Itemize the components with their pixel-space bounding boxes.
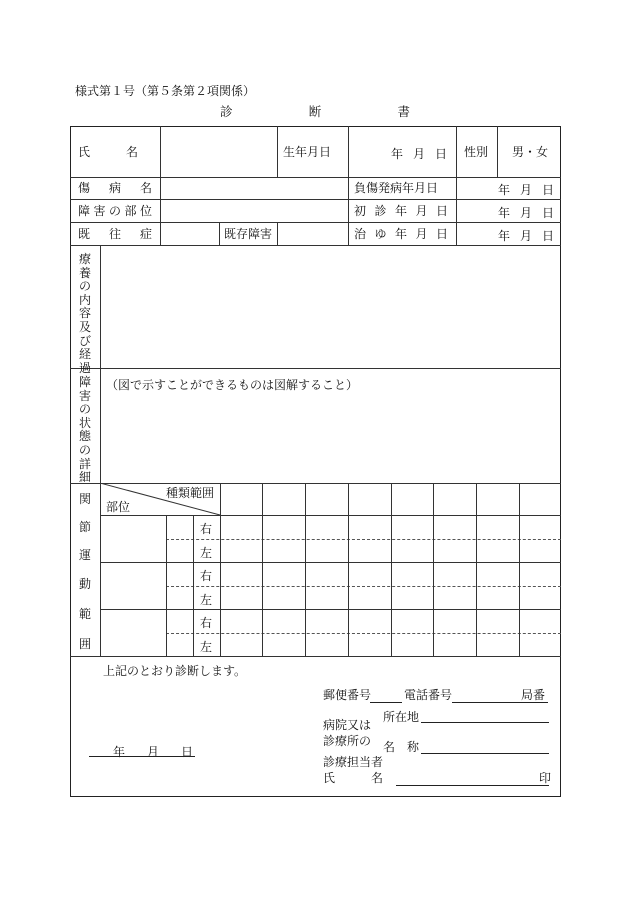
phone-label: 電話番号: [404, 688, 453, 702]
row-divider: [70, 656, 561, 657]
injury-date-field[interactable]: 年 月 日: [498, 183, 554, 197]
col-divider: [497, 126, 498, 177]
injury-name-label: 傷 病 名: [78, 181, 152, 195]
col-divider: [391, 483, 392, 656]
rom-label-char: 運: [78, 548, 91, 562]
disability-detail-label: 障害の状態の詳細: [78, 375, 91, 485]
disability-site-label: 障 害 の 部 位: [78, 204, 152, 218]
sex-label: 性別: [464, 145, 489, 159]
col-divider: [262, 483, 263, 656]
col-divider: [456, 126, 457, 245]
treatment-label: 療養の内容及び経過: [78, 252, 91, 375]
row-divider: [70, 199, 561, 200]
facility-name-field[interactable]: [421, 753, 549, 754]
disability-detail-note: （図で示すことができるものは図解すること）: [106, 378, 359, 392]
exchange-label: 局番: [521, 688, 546, 702]
side-left: 左: [199, 593, 212, 607]
doctor-label: 診療担当者: [323, 755, 384, 769]
diagnosis-date-field[interactable]: 年 月 日: [113, 745, 193, 759]
col-divider: [193, 515, 194, 656]
facility-name-label: 名 称: [383, 740, 420, 754]
rom-label-char: 囲: [78, 637, 91, 651]
rom-label-char: 動: [78, 577, 91, 591]
col-divider: [476, 483, 477, 656]
seal-label: 印: [539, 771, 552, 785]
postal-label: 郵便番号: [323, 688, 372, 702]
title-char: 書: [397, 104, 410, 119]
injury-date-label: 負傷発病年月日: [354, 181, 439, 195]
treatment-field[interactable]: [101, 246, 560, 367]
col-divider: [166, 515, 167, 656]
diagnosis-date-underline: [89, 756, 195, 757]
side-right: 右: [199, 616, 212, 630]
col-divider: [348, 483, 349, 656]
dashed-divider: [166, 539, 561, 540]
name-label: 氏 名: [78, 145, 139, 159]
row-divider: [70, 177, 561, 178]
side-left: 左: [199, 546, 212, 560]
hospital-label-line1: 病院又は: [323, 718, 372, 732]
diagnosis-statement: 上記のとおり診断します。: [103, 664, 247, 678]
form-id: 様式第１号（第５条第２項関係）: [75, 84, 256, 98]
birth-date-label: 生年月日: [283, 145, 332, 159]
existing-disability-label: 既存障害: [224, 227, 273, 241]
postal-field[interactable]: [370, 702, 402, 703]
col-divider: [433, 483, 434, 656]
document-title: [220, 102, 410, 120]
rom-label-char: 関: [78, 492, 91, 506]
rom-label-char: 節: [78, 520, 91, 534]
doctor-name-label: 氏 名: [323, 771, 384, 785]
sex-options[interactable]: 男・女: [512, 145, 549, 159]
col-divider: [160, 177, 161, 245]
side-right: 右: [199, 522, 212, 536]
first-visit-field[interactable]: 年 月 日: [498, 206, 554, 220]
rom-site-header: 部位: [106, 500, 131, 514]
row-divider: [100, 562, 561, 563]
row-divider: [70, 368, 561, 369]
title-char: 断: [308, 104, 322, 119]
col-divider: [305, 483, 306, 656]
rom-type-header: 種類範囲: [166, 486, 215, 500]
col-divider: [348, 126, 349, 245]
phone-field[interactable]: [452, 702, 548, 703]
col-divider: [519, 483, 520, 656]
row-divider: [100, 609, 561, 610]
title-char: 診: [220, 104, 233, 119]
history-label: 既 往 症: [78, 227, 152, 241]
col-divider: [277, 126, 278, 177]
rom-label-char: 範: [78, 607, 91, 621]
birth-date-field[interactable]: 年 月 日: [391, 147, 447, 161]
row-divider: [70, 222, 561, 223]
cure-date-label: 治 ゆ 年 月 日: [354, 227, 448, 241]
address-label: 所在地: [383, 710, 420, 724]
name-field[interactable]: [160, 128, 277, 176]
col-divider: [277, 222, 278, 245]
hospital-label-line2: 診療所の: [323, 734, 372, 748]
col-divider: [219, 222, 220, 245]
cure-date-field[interactable]: 年 月 日: [498, 229, 554, 243]
dashed-divider: [166, 586, 561, 587]
first-visit-label: 初 診 年 月 日: [354, 204, 448, 218]
address-field[interactable]: [421, 722, 549, 723]
doctor-name-field[interactable]: [396, 785, 549, 786]
side-right: 右: [199, 569, 212, 583]
dashed-divider: [166, 633, 561, 634]
side-left: 左: [199, 640, 212, 654]
